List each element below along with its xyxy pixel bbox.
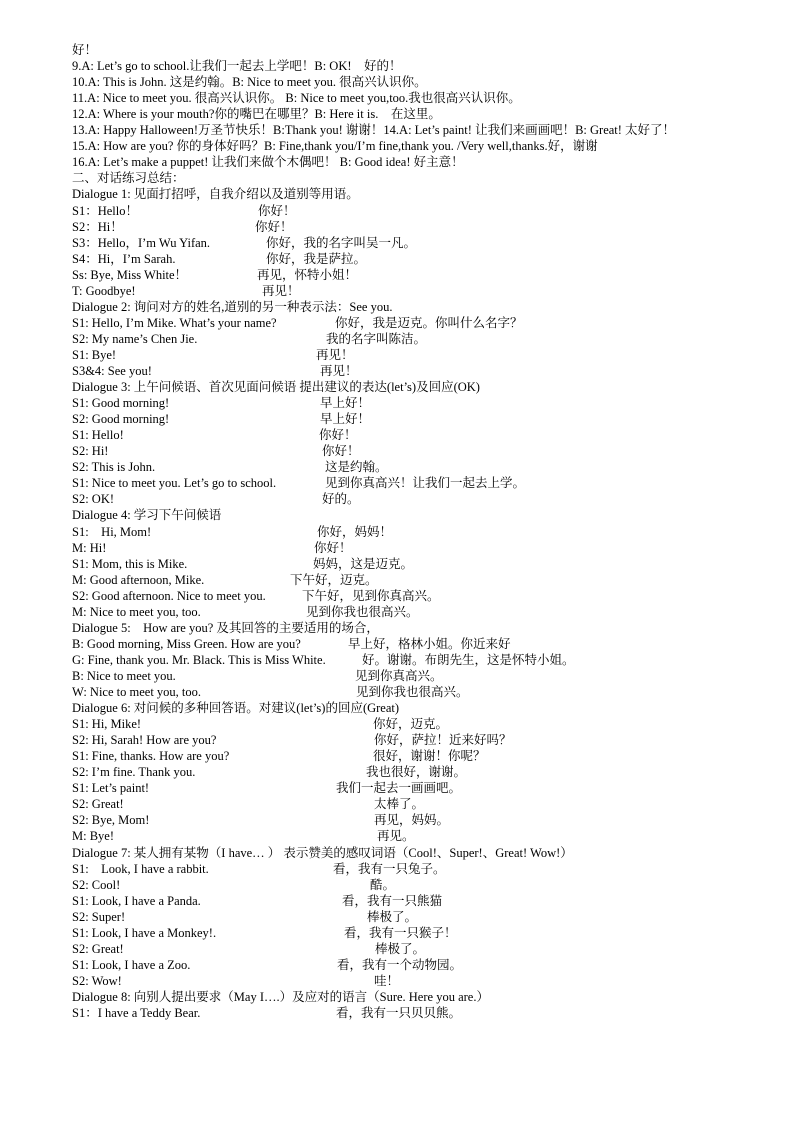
text-line-content: 二、对话练习总结： — [72, 171, 185, 186]
dialogue-line-english: S2: Hi, Sarah! How are you? — [72, 733, 217, 748]
dialogue-line-english: S1: Hello! — [72, 428, 124, 443]
dialogue-line-english: M: Bye! — [72, 829, 115, 844]
dialogue-line-english: S2: My name’s Chen Jie. — [72, 331, 198, 346]
dialogue-line-english: W: Nice to meet you, too. — [72, 685, 202, 699]
dialogue-line-english: G: Fine, thank you. Mr. Black. This is Miss White. — [72, 652, 326, 667]
text-line-content: Dialogue 2: 询问对方的姓名,道别的另一种表示法：See you. — [72, 299, 393, 314]
dialogue-line-chinese: 这是约翰。 — [325, 460, 388, 475]
dialogue-line-english: S3：Hello，I’m Wu Yifan. — [72, 235, 211, 250]
dialogue-line-english: S1: Let’s paint! — [72, 781, 150, 796]
dialogue-line-english: S2: Wow! — [72, 973, 122, 988]
dialogue-line-chinese: 早上好！ — [320, 396, 371, 411]
dialogue-line-english: S2: Good afternoon. Nice to meet you. — [72, 588, 266, 603]
dialogue-line-chinese: 你好，迈克。 — [373, 717, 449, 732]
dialogue-line-chinese: 再见，怀特小姐！ — [257, 267, 358, 282]
dialogue-line-chinese: 你好！ — [255, 219, 293, 234]
text-line-content: Dialogue 3: 上午问候语、首次见面问候语 提出建议的表达(let’s)及回应(OK) — [72, 380, 480, 395]
dialogue-line-chinese: 再见！ — [262, 283, 300, 298]
dialogue-line-english: S2: Good morning! — [72, 412, 170, 427]
dialogue-line-chinese: 你好！ — [322, 444, 360, 459]
dialogue-line-english: S1: Mom, this is Mike. — [72, 556, 188, 571]
dialogue-line-english: S2: Bye, Mom! — [72, 813, 150, 828]
dialogue-line-chinese: 再见！ — [316, 347, 354, 362]
text-line-content: 12.A: Where is your mouth?你的嘴巴在哪里？B: Here it is. 在这里。 — [72, 107, 441, 122]
dialogue-line-english: M: Hi! — [72, 540, 107, 555]
dialogue-line-english: S2: I’m fine. Thank you. — [72, 765, 196, 780]
text-line-content: Dialogue 7: 某人拥有某物（I have… ） 表示赞美的感叹词语（Cool!、Super!、Great! Wow!） — [72, 845, 573, 860]
dialogue-line-chinese: 看，我有一只熊猫 — [342, 893, 443, 908]
dialogue-line-english: S1: Good morning! — [72, 396, 170, 411]
dialogue-line-english: S1: Nice to meet you. Let’s go to school. — [72, 476, 277, 491]
dialogue-line-chinese: 我的名字叫陈洁。 — [326, 331, 427, 346]
text-line-content: 16.A: Let’s make a puppet! 让我们来做个木偶吧！ B: Good idea! 好主意！ — [72, 155, 464, 170]
text-line-content: 13.A: Happy Halloween!万圣节快乐！B:Thank you! 谢谢！14.A: Let’s paint! 让我们来画画吧！B: Great! 太好了！ — [72, 123, 676, 138]
text-line-content: Dialogue 4: 学习下午问候语 — [72, 508, 222, 523]
dialogue-line-chinese: 你好，妈妈！ — [317, 524, 393, 539]
dialogue-line-chinese: 再见。 — [377, 829, 415, 844]
dialogue-line-chinese: 见到你真高兴。 — [355, 668, 443, 683]
dialogue-line-english: S1: Hi, Mom! — [72, 524, 152, 539]
dialogue-line-english: S2：Hi！ — [72, 219, 123, 234]
dialogue-line-chinese: 早上好！ — [320, 412, 371, 427]
dialogue-line-chinese: 看，我有一个动物园。 — [337, 957, 463, 972]
text-line-content: 9.A: Let’s go to school.让我们一起去上学吧！B: OK! 好的！ — [72, 59, 402, 74]
text-line-content: Dialogue 5: How are you? 及其回答的主要适用的场合， — [72, 620, 379, 635]
dialogue-line-english: S1: Look, I have a Monkey!. — [72, 925, 217, 940]
dialogue-line-chinese: 太棒了。 — [374, 797, 425, 812]
dialogue-line-chinese: 你好，我是迈克。你叫什么名字？ — [335, 315, 523, 330]
dialogue-line-chinese: 我也很好，谢谢。 — [366, 765, 467, 780]
dialogue-line-chinese: 棒极了。 — [375, 941, 426, 956]
text-line-content: 好！ — [72, 43, 98, 57]
dialogue-line-english: S1: Look, I have a Zoo. — [72, 957, 191, 972]
dialogue-line-chinese: 好。谢谢。布朗先生，这是怀特小姐。 — [362, 652, 575, 667]
dialogue-line-english: S1: Look, I have a Panda. — [72, 893, 201, 908]
dialogue-line-chinese: 你好，我的名字叫吴一凡。 — [266, 235, 417, 250]
text-line-content: 11.A: Nice to meet you. 很高兴认识你。 B: Nice to meet you,too.我也很高兴认识你。 — [72, 91, 521, 106]
dialogue-line-english: S4：Hi，I’m Sarah. — [72, 251, 176, 266]
dialogue-line-english: S1：I have a Teddy Bear. — [72, 1006, 201, 1020]
dialogue-line-english: S2: Cool! — [72, 877, 121, 892]
dialogue-line-english: M: Good afternoon, Mike. — [72, 572, 205, 587]
text-line-content: 10.A: This is John. 这是约翰。B: Nice to meet you. 很高兴认识你。 — [72, 75, 427, 90]
dialogue-line-chinese: 见到你我也很高兴。 — [356, 685, 469, 699]
dialogue-line-english: Ss: Bye, Miss White！ — [72, 267, 188, 282]
dialogue-line-chinese: 下午好，迈克。 — [290, 572, 378, 587]
dialogue-line-chinese: 看，我有一只兔子。 — [333, 861, 446, 876]
text-line-content: 15.A: How are you? 你的身体好吗？B: Fine,thank you/I’m fine,thank you. /Very well,thanks.好，谢谢 — [72, 139, 598, 154]
dialogue-line-chinese: 看，我有一只猴子！ — [344, 925, 457, 940]
dialogue-line-chinese: 见到你我也很高兴。 — [306, 604, 419, 619]
dialogue-line-english: S2: Hi! — [72, 444, 109, 459]
dialogue-line-chinese: 你好！ — [258, 203, 296, 218]
dialogue-line-chinese: 我们一起去一画画吧。 — [336, 781, 462, 796]
dialogue-line-english: T: Goodbye! — [72, 283, 136, 298]
dialogue-line-chinese: 再见，妈妈。 — [374, 813, 450, 828]
dialogue-line-english: S1：Hello！ — [72, 203, 138, 218]
dialogue-line-chinese: 哇！ — [374, 973, 400, 988]
dialogue-line-english: S2: This is John. — [72, 460, 156, 475]
dialogue-line-chinese: 很好，谢谢！你呢？ — [373, 749, 486, 764]
dialogue-line-english: S1: Look, I have a rabbit. — [72, 861, 209, 876]
dialogue-line-chinese: 妈妈，这是迈克。 — [313, 556, 414, 571]
text-line-content: Dialogue 8: 向别人提出要求（May I….）及应对的语言（Sure. Here you are.） — [72, 989, 489, 1004]
dialogue-line-chinese: 你好！ — [314, 540, 352, 555]
dialogue-line-chinese: 早上好，格林小姐。你近来好 — [348, 636, 511, 651]
dialogue-line-chinese: 你好！ — [319, 428, 357, 443]
dialogue-line-english: S1: Fine, thanks. How are you? — [72, 749, 230, 764]
dialogue-line-chinese: 你好，我是萨拉。 — [266, 251, 367, 266]
dialogue-line-chinese: 下午好，见到你真高兴。 — [302, 588, 440, 603]
dialogue-line-chinese: 棒极了。 — [367, 909, 418, 924]
text-line-content: Dialogue 1: 见面打招呼，自我介绍以及道别等用语。 — [72, 187, 359, 202]
dialogue-line-english: S2: OK! — [72, 492, 115, 507]
dialogue-line-english: S3&4: See you! — [72, 364, 152, 378]
dialogue-line-english: S2: Great! — [72, 797, 124, 812]
dialogue-line-chinese: 好的。 — [322, 492, 360, 507]
dialogue-line-chinese: 再见！ — [320, 364, 358, 378]
dialogue-line-english: S2: Great! — [72, 941, 124, 956]
dialogue-line-english: B: Nice to meet you. — [72, 668, 176, 683]
dialogue-line-chinese: 酷。 — [370, 877, 396, 892]
dialogue-line-english: S1: Hi, Mike! — [72, 717, 142, 732]
dialogue-line-chinese: 看，我有一只贝贝熊。 — [336, 1006, 462, 1020]
text-line-content: Dialogue 6: 对问候的多种回答语。对建议(let’s)的回应(Great) — [72, 701, 400, 716]
dialogue-line-english: M: Nice to meet you, too. — [72, 604, 201, 619]
dialogue-line-english: S1: Hello, I’m Mike. What’s your name? — [72, 315, 277, 330]
dialogue-line-chinese: 你好，萨拉！近来好吗？ — [374, 733, 512, 748]
dialogue-line-english: S1: Bye! — [72, 347, 117, 362]
dialogue-line-chinese: 见到你真高兴！让我们一起去上学。 — [325, 476, 526, 491]
dialogue-line-english: S2: Super! — [72, 909, 126, 924]
dialogue-line-english: B: Good morning, Miss Green. How are you? — [72, 636, 301, 651]
